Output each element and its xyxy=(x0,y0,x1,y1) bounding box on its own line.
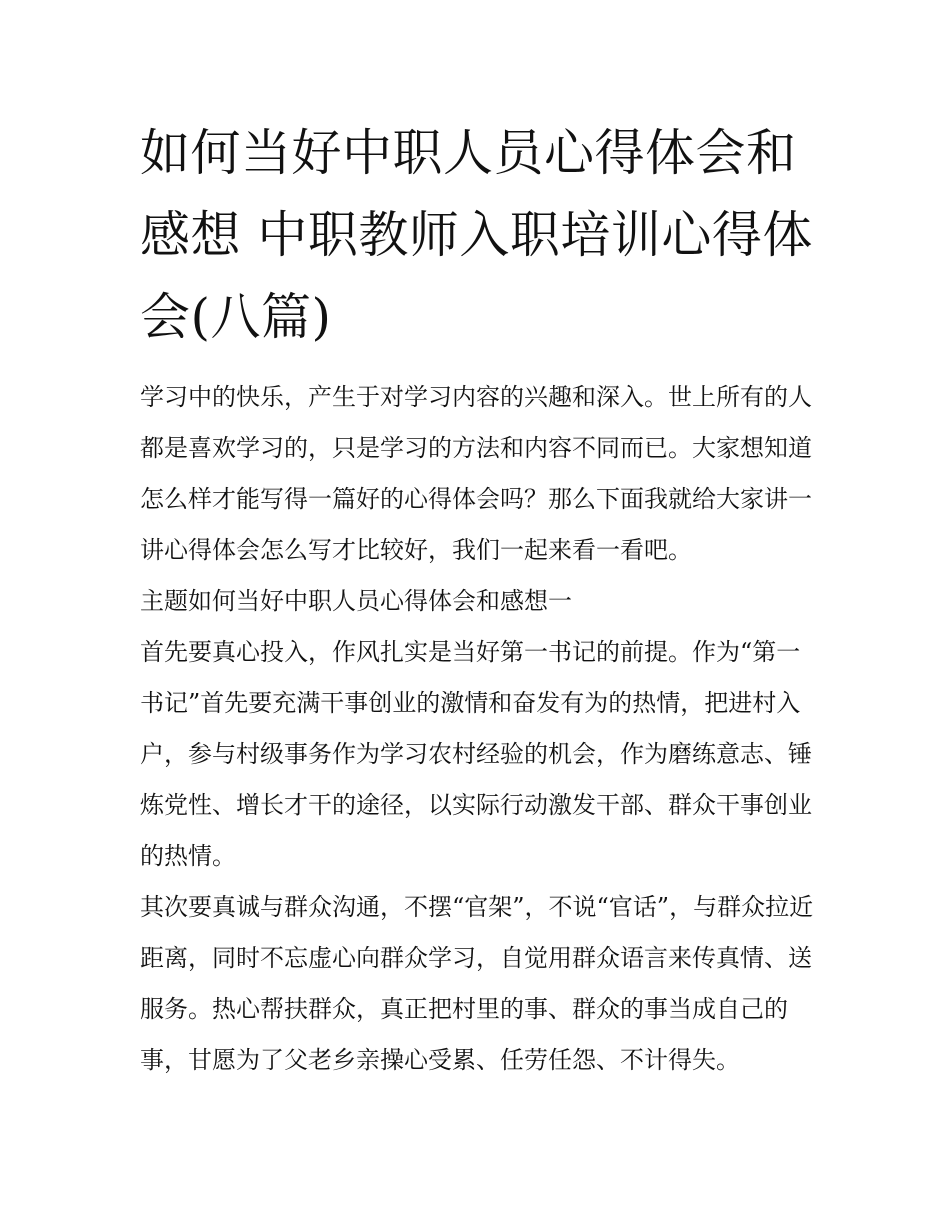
document-title: 如何当好中职人员心得体会和感想 中职教师入职培训心得体会(八篇) xyxy=(140,124,813,346)
intro-paragraph: 学习中的快乐，产生于对学习内容的兴趣和深入。世上所有的人都是喜欢学习的，只是学习的方法和内容不同而已。大家想知道怎么样才能写得一篇好的心得体会吗？那么下面我就给大家讲一讲心得体会怎么写才比较好，我们一起来看一看吧。 xyxy=(140,383,812,564)
body-paragraph-1: 首先要真心投入，作风扎实是当好第一书记的前提。作为“第一书记”首先要充满干事创业的激情和奋发有为的热情，把进村入户，参与村级事务作为学习农村经验的机会，作为磨练意志、锤炼党性、增长才干的途径，以实际行动激发干部、群众干事创业的热情。 xyxy=(140,638,812,870)
body-paragraph-2: 其次要真诚与群众沟通，不摆“官架”，不说“官话”，与群众拉近距离，同时不忘虚心向群众学习，自觉用群众语言来传真情、送服务。热心帮扶群众，真正把村里的事、群众的事当成自己的事，甘愿为了父老乡亲操心受累、任劳任怨、不计得失。 xyxy=(140,893,814,1074)
document-body xyxy=(140,372,820,1086)
section-heading: 主题如何当好中职人员心得体会和感想一 xyxy=(140,587,572,615)
document-page xyxy=(140,112,820,1086)
